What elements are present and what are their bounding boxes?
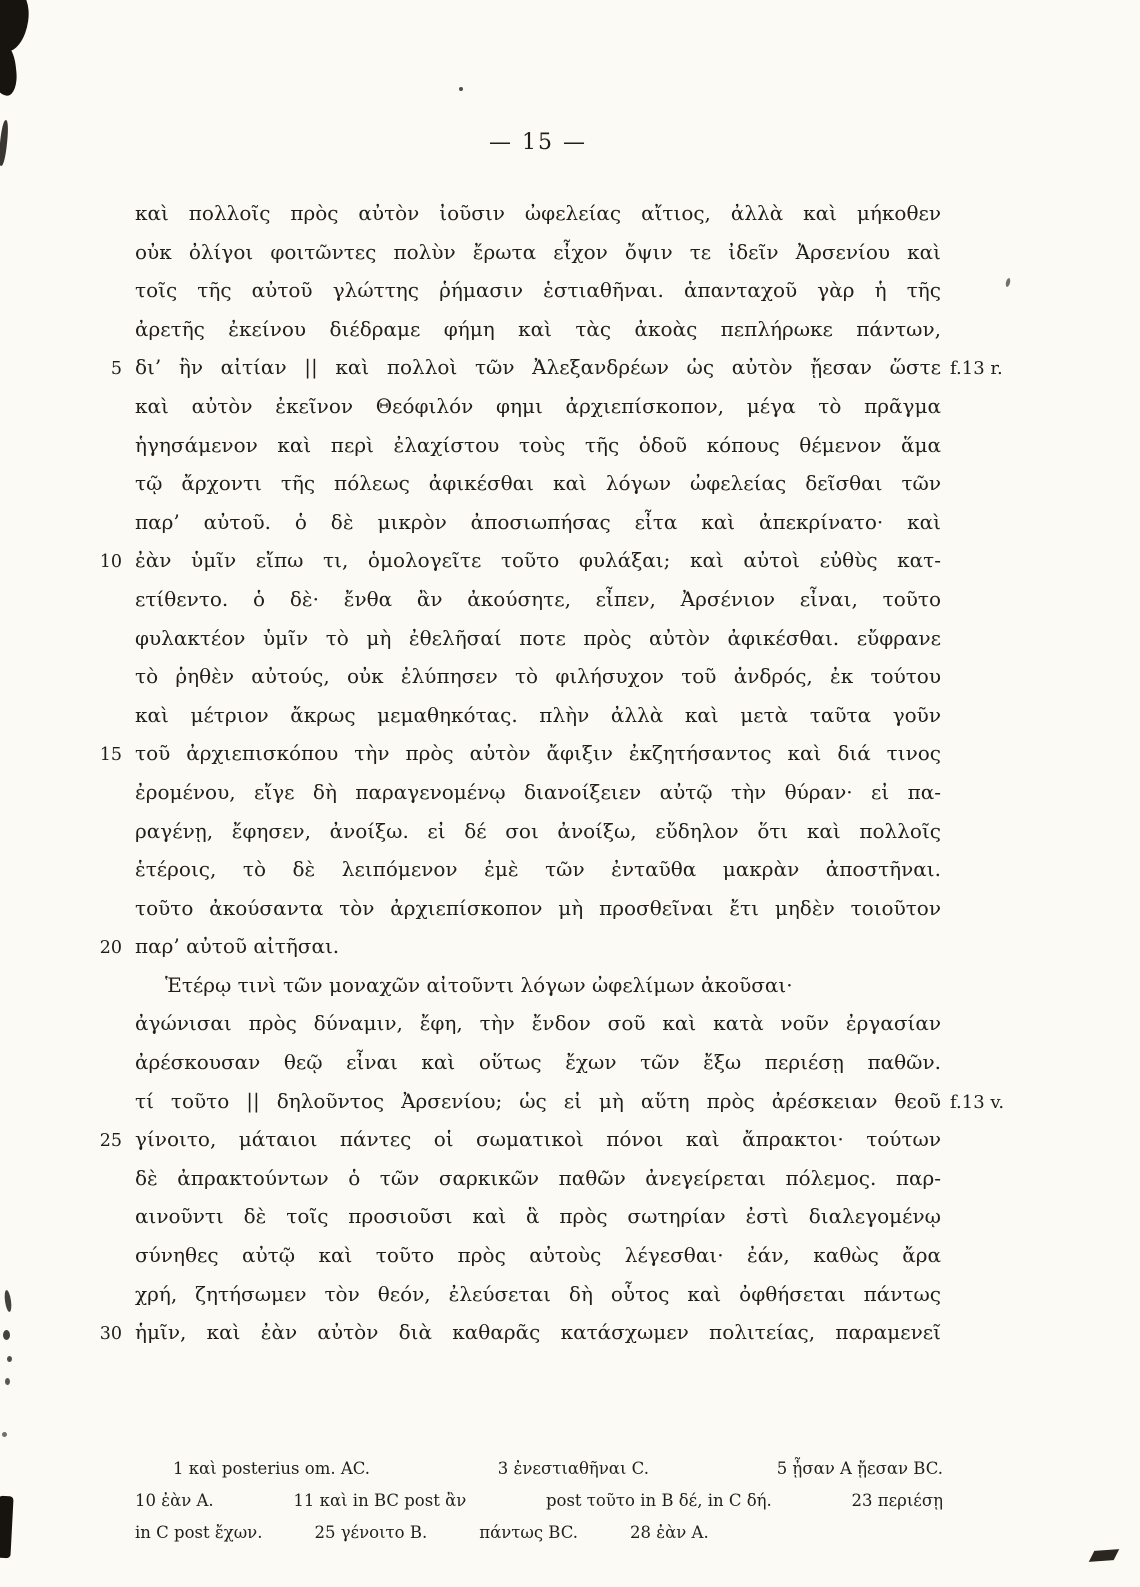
edge-speck-3	[7, 1356, 12, 1362]
text-line	[60, 194, 1004, 233]
line-text: ἐρομένου, εἴγε δὴ παραγενομένῳ διανοίξειεν αὐτῷ τὴν θύραν· εἰ πα-	[135, 779, 941, 804]
line-text: καὶ μέτριον ἄκρως μεμαθηκότας. πλὴν ἀλλὰ καὶ μετὰ ταῦτα γοῦν	[135, 702, 941, 727]
line-text: ἀρετῆς ἐκείνου διέδραμε φήμη καὶ τὰς ἀκοὰς πεπλήρωκε πάντων,	[135, 316, 941, 341]
text-line	[60, 927, 1004, 966]
line-text: οὐκ ὀλίγοι φοιτῶντες πολὺν ἔρωτα εἶχον ὄψιν τε ἰδεῖν Ἀρσενίου καὶ	[135, 239, 941, 264]
text-line	[60, 889, 1004, 928]
apparatus-entry: 5 ᾖσαν A ᾔεσαν BC.	[776, 1459, 943, 1478]
line-text: τὸ ῥηθὲν αὐτούς, οὐκ ἐλύπησεν τὸ φιλήσυχον τοῦ ἀνδρός, ἐκ τούτου	[135, 664, 941, 689]
line-text: καὶ αὐτὸν ἐκεῖνον Θεόφιλόν φημι ἀρχιεπίσκοπον, μέγα τὸ πρᾶγμα	[135, 393, 941, 418]
line-number: 10	[99, 552, 122, 573]
line-number: 20	[99, 938, 122, 959]
ink-bar-bottom-left	[0, 1496, 14, 1559]
apparatus-entry: πάντως BC.	[479, 1523, 579, 1542]
line-text: παρ’ αὐτοῦ. ὁ δὲ μικρὸν ἀποσιωπήσας εἶτα καὶ ἀπεκρίνατο· καὶ	[135, 509, 941, 534]
text-line	[60, 734, 1004, 773]
line-text: ἡγησάμενον καὶ περὶ ἐλαχίστου τοὺς τῆς ὁδοῦ κόπους θέμενον ἅμα	[135, 432, 941, 457]
line-text: φυλακτέον ὑμῖν τὸ μὴ ἐθελῆσαί ποτε πρὸς αὐτὸν ἀφικέσθαι. εὔφρανε	[135, 625, 941, 650]
text-line	[60, 1197, 1004, 1236]
text-line	[60, 541, 1004, 580]
text-line	[60, 1082, 1004, 1121]
ink-blot-top-left-2	[0, 41, 19, 97]
line-number: 25	[99, 1131, 122, 1152]
line-text: αινοῦντι δὲ τοῖς προσιοῦσι καὶ ἃ πρὸς σωτηρίαν ἐστὶ διαλεγομένῳ	[135, 1204, 941, 1229]
speck-top	[459, 87, 463, 91]
line-text: χρή, ζητήσωμεν τὸν θεόν, ἐλεύσεται δὴ οὗτος καὶ ὀφθήσεται πάντως	[135, 1281, 941, 1306]
apparatus-entry: 1 καὶ posterius om. AC.	[173, 1459, 371, 1478]
apparatus-line	[135, 1453, 943, 1485]
apparatus-entry: 28 ἐὰν A.	[630, 1523, 709, 1542]
line-text: παρ’ αὐτοῦ αἰτῆσαι.	[135, 934, 340, 959]
text-line	[60, 1236, 1004, 1275]
text-line	[60, 1004, 1004, 1043]
text-line	[60, 271, 1004, 310]
line-text: ἀρέσκουσαν θεῷ εἶναι καὶ οὕτως ἔχων τῶν ἔξω περιέσῃ παθῶν.	[135, 1050, 941, 1075]
critical-apparatus	[135, 1453, 943, 1549]
line-text: ετίθεντο. ὁ δὲ· ἔνθα ἂν ἀκούσητε, εἶπεν, Ἀρσένιον εἶναι, τοῦτο	[135, 586, 941, 611]
text-line	[60, 657, 1004, 696]
text-line	[60, 1275, 1004, 1314]
line-text: ἡμῖν, καὶ ἐὰν αὐτὸν διὰ καθαρᾶς κατάσχωμεν πολιτείας, παραμενεῖ	[135, 1320, 941, 1345]
edge-mark-left	[0, 120, 9, 166]
line-text: ἑτέροις, τὸ δὲ λειπόμενον ἐμὲ τῶν ἐνταῦθα μακρὰν ἀποστῆναι.	[135, 857, 941, 882]
line-text: σύνηθες αὐτῷ καὶ τοῦτο πρὸς αὐτοὺς λέγεσθαι· ἐάν, καθὼς ἄρα	[135, 1243, 941, 1268]
apparatus-entry: 25 γένοιτο B.	[314, 1523, 428, 1542]
folio-note: f.13 v.	[950, 1091, 1005, 1113]
line-number: 5	[110, 359, 122, 380]
text-line	[60, 464, 1004, 503]
line-text: τῷ ἄρχοντι τῆς πόλεως ἀφικέσθαι καὶ λόγων ὠφελείας δεῖσθαι τῶν	[135, 471, 941, 496]
text-line	[60, 310, 1004, 349]
text-line	[60, 850, 1004, 889]
line-text: δὲ ἀπρακτούντων ὁ τῶν σαρκικῶν παθῶν ἀνεγείρεται πόλεμος. παρ-	[135, 1165, 941, 1190]
apparatus-line	[135, 1485, 943, 1517]
line-text: Ἑτέρῳ τινὶ τῶν μοναχῶν αἰτοῦντι λόγων ὠφελίμων ἀκοῦσαι·	[165, 972, 793, 997]
folio-note: f.13 r.	[950, 358, 1003, 380]
edge-speck-1	[3, 1290, 12, 1313]
line-text: καὶ πολλοῖς πρὸς αὐτὸν ἰοῦσιν ὠφελείας αἴτιος, ἀλλὰ καὶ μήκοθεν	[135, 201, 941, 225]
text-line	[60, 580, 1004, 619]
text-line	[60, 1120, 1004, 1159]
line-text: τοῖς τῆς αὐτοῦ γλώττης ῥήμασιν ἑστιαθῆναι. ἁπανταχοῦ γὰρ ἡ τῆς	[135, 278, 941, 303]
text-line	[60, 812, 1004, 851]
edge-speck-5	[2, 1432, 7, 1437]
text-line	[60, 387, 1004, 426]
line-text: γίνοιτο, μάταιοι πάντες οἱ σωματικοὶ πόνοι καὶ ἄπρακτοι· τούτων	[135, 1127, 941, 1152]
apparatus-entry: 10 ἐὰν A.	[135, 1491, 214, 1510]
text-line	[60, 619, 1004, 658]
text-line	[60, 966, 1004, 1005]
line-text: τί τοῦτο || δηλοῦντος Ἀρσενίου; ὡς εἰ μὴ αὕτη πρὸς ἀρέσκειαν θεοῦ	[135, 1088, 941, 1113]
text-line	[60, 233, 1004, 272]
line-text: τοῦ ἀρχιεπισκόπου τὴν πρὸς αὐτὸν ἄφιξιν ἐκζητήσαντος καὶ διά τινος	[135, 741, 941, 766]
line-text: δι’ ἣν αἰτίαν || καὶ πολλοὶ τῶν Ἀλεξανδρέων ὡς αὐτὸν ᾔεσαν ὥστε	[135, 355, 941, 380]
line-text: ἀγώνισαι πρὸς δύναμιν, ἔφη, τὴν ἔνδον σοῦ καὶ κατὰ νοῦν ἐργασίαν	[135, 1011, 941, 1036]
apparatus-entry: in C post ἔχων.	[135, 1523, 263, 1542]
text-line	[60, 696, 1004, 735]
apparatus-entry: post τοῦτο in B δέ, in C δή.	[545, 1491, 772, 1510]
speck-right-margin	[1005, 278, 1011, 288]
line-text: ἐὰν ὑμῖν εἴπω τι, ὁμολογεῖτε τοῦτο φυλάξαι; καὶ αὐτοὶ εὐθὺς κατ-	[135, 548, 941, 573]
line-text: τοῦτο ἀκούσαντα τὸν ἀρχιεπίσκοπον μὴ προσθεῖναι ἔτι μηδὲν τοιοῦτον	[135, 895, 941, 920]
line-text: ραγένῃ, ἔφησεν, ἀνοίξω. εἰ δέ σοι ἀνοίξω, εὔδηλον ὅτι καὶ πολλοῖς	[135, 818, 941, 843]
text-body	[60, 194, 1004, 1352]
text-line	[60, 773, 1004, 812]
text-line	[60, 348, 1004, 387]
text-line	[60, 1043, 1004, 1082]
text-line	[60, 426, 1004, 465]
apparatus-entry: 11 καὶ in BC post ἂν	[293, 1491, 467, 1510]
edge-speck-4	[5, 1378, 10, 1385]
text-line	[60, 1313, 1004, 1352]
text-line	[60, 503, 1004, 542]
page-number: — 15 —	[489, 130, 587, 155]
text-line	[60, 1159, 1004, 1198]
line-number: 15	[99, 745, 122, 766]
edge-speck-2	[3, 1330, 10, 1340]
ink-mark-bottom-right	[1089, 1549, 1119, 1562]
apparatus-entry: 3 ἐνεστιαθῆναι C.	[497, 1459, 649, 1478]
apparatus-entry: 23 περιέσῃ	[851, 1491, 943, 1510]
apparatus-line	[135, 1517, 943, 1549]
line-number: 30	[99, 1324, 122, 1345]
